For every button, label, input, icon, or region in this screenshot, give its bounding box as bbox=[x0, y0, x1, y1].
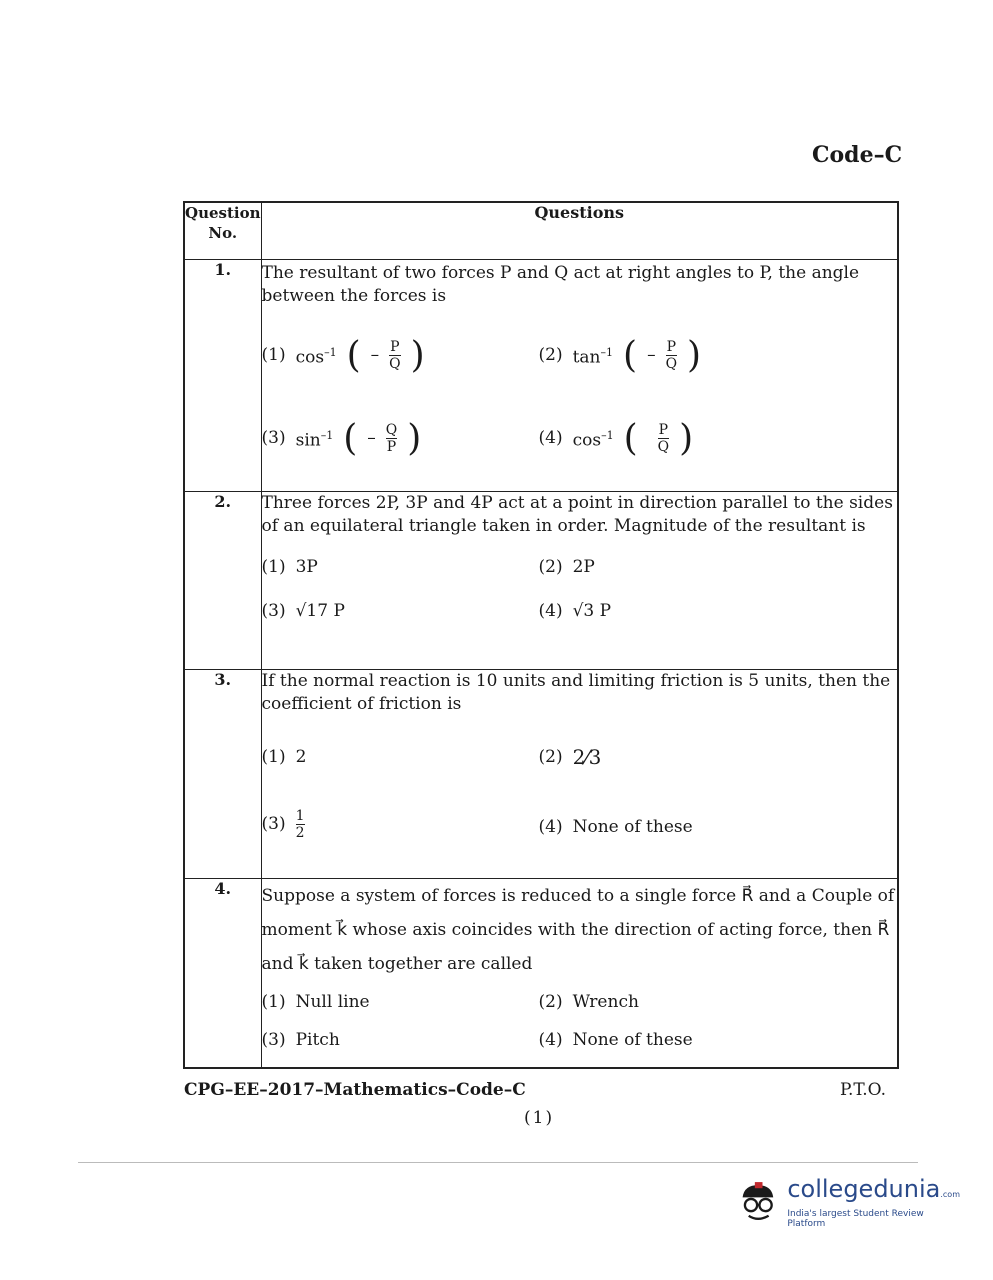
paren-open: ( bbox=[623, 417, 638, 459]
option-value: 3P bbox=[295, 556, 318, 577]
denominator: Q bbox=[665, 356, 678, 372]
option-value: None of these bbox=[572, 816, 693, 837]
fraction bbox=[296, 808, 305, 841]
option-3[interactable] bbox=[262, 600, 345, 623]
option-value: √3 P bbox=[572, 600, 612, 621]
fn-name: tan bbox=[572, 347, 601, 368]
footer-paper-code: CPG–EE–2017–Mathematics–Code–C bbox=[184, 1080, 526, 1100]
option-label: (3) bbox=[261, 428, 286, 448]
option-label: (4) bbox=[538, 428, 563, 448]
inverse-sup: –1 bbox=[601, 429, 614, 443]
question-number: 4. bbox=[184, 878, 261, 1068]
fn-name: cos bbox=[295, 347, 325, 368]
option-expr bbox=[573, 424, 614, 453]
paren-close: ) bbox=[679, 417, 694, 459]
logo-name bbox=[787, 1175, 960, 1209]
question-text: The resultant of two forces P and Q act at right angles to P, the angle between the forces is bbox=[261, 262, 860, 306]
option-label: (2) bbox=[538, 746, 563, 767]
question-4 bbox=[261, 878, 898, 1068]
option-1[interactable] bbox=[262, 556, 318, 579]
option-value: Null line bbox=[295, 991, 370, 1012]
option-2[interactable] bbox=[539, 556, 595, 579]
question-text: If the normal reaction is 10 units and limiting friction is 5 units, then the coefficient of friction is bbox=[261, 670, 891, 714]
option-label: (4) bbox=[538, 1029, 563, 1050]
paren-close: ) bbox=[410, 334, 425, 376]
mascot-icon bbox=[738, 1174, 779, 1230]
option-expr bbox=[296, 341, 337, 370]
numerator: 1 bbox=[295, 807, 305, 824]
option-label: (2) bbox=[538, 991, 563, 1012]
sign: – bbox=[647, 345, 656, 365]
paren-open: ( bbox=[343, 417, 358, 459]
option-label: (2) bbox=[538, 556, 563, 577]
option-3[interactable] bbox=[261, 417, 422, 459]
option-label: (3) bbox=[261, 813, 286, 834]
inverse-sup: –1 bbox=[320, 429, 334, 443]
option-4[interactable] bbox=[539, 816, 693, 839]
fraction bbox=[658, 422, 669, 455]
option-label: (4) bbox=[538, 816, 563, 837]
paren-close: ) bbox=[687, 334, 702, 376]
question-2 bbox=[261, 491, 898, 669]
inverse-sup: –1 bbox=[600, 346, 614, 360]
option-label: (1) bbox=[261, 991, 286, 1012]
option-label: (1) bbox=[261, 345, 286, 365]
page-number: (1) bbox=[524, 1108, 555, 1128]
option-value: None of these bbox=[572, 1029, 693, 1050]
logo-name-suffix: .com bbox=[940, 1190, 960, 1199]
option-label: (4) bbox=[538, 600, 563, 621]
option-1[interactable] bbox=[261, 334, 425, 376]
collegedunia-logo bbox=[738, 1172, 960, 1232]
option-2[interactable] bbox=[539, 746, 602, 769]
fraction bbox=[389, 339, 400, 372]
question-text: Suppose a system of forces is reduced to a single force R⃗ and a Couple of moment k⃗ whose axis coincides with the direction of acting force, then R⃗ and k⃗ taken together are called bbox=[261, 885, 895, 974]
scan-line bbox=[78, 1162, 918, 1163]
option-3[interactable] bbox=[262, 808, 305, 841]
paren-close: ) bbox=[407, 417, 422, 459]
denominator: Q bbox=[389, 356, 401, 372]
option-value: 2 bbox=[295, 746, 307, 767]
denominator: 2 bbox=[295, 824, 305, 841]
question-1 bbox=[261, 259, 898, 491]
option-label: (3) bbox=[261, 1029, 286, 1050]
logo-name-main: collegedunia bbox=[787, 1175, 941, 1203]
option-label: (1) bbox=[261, 746, 286, 767]
option-4[interactable] bbox=[539, 1023, 693, 1057]
question-3 bbox=[261, 669, 898, 878]
option-2[interactable] bbox=[539, 985, 639, 1019]
option-value: Wrench bbox=[572, 991, 639, 1012]
fn-name: sin bbox=[295, 430, 321, 451]
header-no-line2: No. bbox=[208, 224, 238, 242]
option-expr bbox=[296, 424, 334, 453]
paren-open: ( bbox=[623, 334, 638, 376]
fn-name: cos bbox=[572, 430, 602, 451]
option-1[interactable] bbox=[262, 746, 307, 769]
code-label: Code–C bbox=[812, 142, 903, 168]
paren-open: ( bbox=[346, 334, 361, 376]
option-label: (2) bbox=[538, 345, 563, 365]
header-questions: Questions bbox=[261, 202, 898, 259]
sign: – bbox=[367, 428, 376, 448]
inverse-sup: –1 bbox=[324, 346, 337, 360]
option-expr bbox=[573, 341, 613, 370]
footer-pto: P.T.O. bbox=[840, 1080, 886, 1100]
option-value: 2P bbox=[572, 556, 595, 577]
question-table bbox=[183, 201, 899, 1069]
logo-tagline: India's largest Student Review Platform bbox=[787, 1209, 924, 1229]
option-4[interactable] bbox=[539, 600, 612, 623]
option-4[interactable] bbox=[538, 417, 694, 459]
header-question-no bbox=[184, 202, 261, 259]
option-2[interactable] bbox=[538, 334, 702, 376]
numerator: P bbox=[658, 422, 669, 438]
option-1[interactable] bbox=[262, 985, 370, 1019]
logo-text bbox=[787, 1175, 960, 1229]
option-value: √17 P bbox=[295, 600, 345, 621]
numerator: Q bbox=[385, 422, 398, 438]
numerator: P bbox=[390, 339, 400, 355]
option-label: (1) bbox=[261, 556, 286, 577]
header-no-line1: Question bbox=[185, 204, 261, 222]
denominator: Q bbox=[657, 439, 670, 455]
question-text: Three forces 2P, 3P and 4P act at a point in direction parallel to the sides of an equilateral triangle taken in order. Magnitude of the resultant is bbox=[261, 492, 893, 536]
question-number: 1. bbox=[184, 259, 261, 491]
question-number: 3. bbox=[184, 669, 261, 878]
option-value: 2⁄3 bbox=[572, 744, 602, 769]
option-label: (3) bbox=[261, 600, 286, 621]
fraction bbox=[666, 339, 677, 372]
numerator: P bbox=[666, 339, 677, 355]
question-number: 2. bbox=[184, 491, 261, 669]
fraction bbox=[386, 422, 397, 455]
denominator: P bbox=[386, 439, 397, 455]
option-3[interactable] bbox=[262, 1023, 340, 1057]
sign: – bbox=[370, 345, 380, 365]
option-value: Pitch bbox=[295, 1029, 340, 1050]
